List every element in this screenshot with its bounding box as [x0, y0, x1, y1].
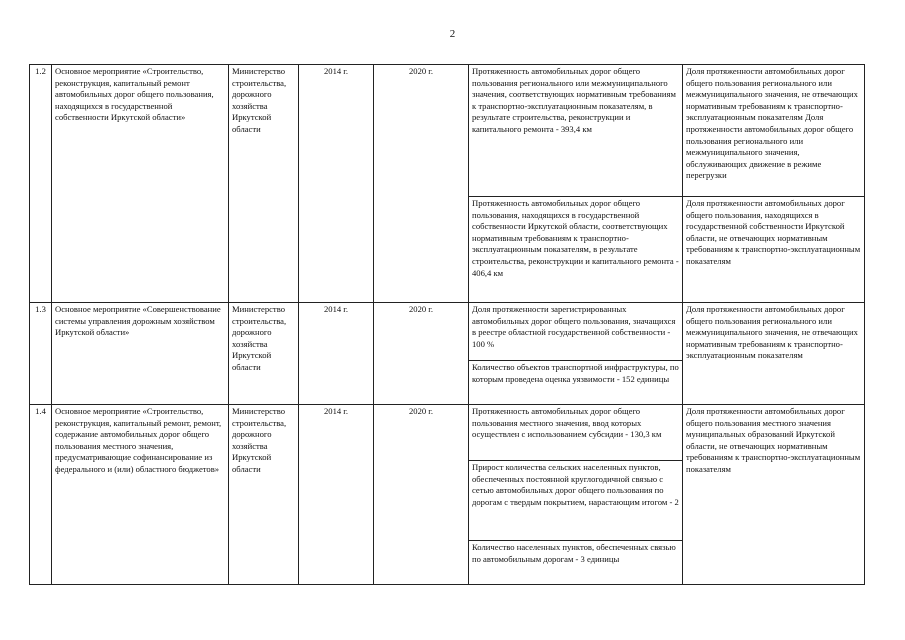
end-year: 2020 г.: [374, 303, 469, 405]
executor: Министерство строительства, дорожного хозяйства Иркутской области: [229, 65, 299, 303]
linked-indicator: Доля протяженности автомобильных дорог общего пользования регионального или межмуниципального значения, не отвечающих нормативным требованиям к транспортно-эксплуатационным показателям Доля протяженности автомобильных дорог общего пользования регионального или межмуниципального значения, обслуживающих движение в режиме перегрузки: [683, 65, 865, 197]
table-row: [30, 405, 865, 461]
executor: Министерство строительства, дорожного хозяйства Иркутской области: [229, 405, 299, 585]
row-number: 1.3: [30, 303, 52, 405]
start-year: 2014 г.: [299, 65, 374, 303]
indicator: Прирост количества сельских населенных пунктов, обеспеченных постоянной круглогодичной связью с сетью автомобильных дорог общего пользования по дорогам с твердым покрытием, нарастающим итогом - 2: [469, 461, 683, 541]
linked-indicator: Доля протяженности автомобильных дорог общего пользования местного значения муниципальных образований Иркутской области, не отвечающих нормативным требованиям к транспортно-эксплуатационным показателям: [683, 405, 865, 585]
indicator: Доля протяженности зарегистрированных автомобильных дорог общего пользования, значащихся в реестре областной государственной собственности - 100 %: [469, 303, 683, 361]
measure-name: Основное мероприятие «Совершенствование системы управления дорожным хозяйством Иркутской области»: [52, 303, 229, 405]
linked-indicator: Доля протяженности автомобильных дорог общего пользования, находящихся в государственной собственности Иркутской области, не отвечающих нормативным требованиям к транспортно-эксплуатационным показателям: [683, 197, 865, 303]
executor: Министерство строительства, дорожного хозяйства Иркутской области: [229, 303, 299, 405]
linked-indicator: Доля протяженности автомобильных дорог общего пользования регионального или межмуниципального значения, не отвечающих нормативным требованиям к транспортно-эксплуатационным показателям: [683, 303, 865, 405]
measures-table: [29, 64, 865, 585]
row-number: 1.4: [30, 405, 52, 585]
start-year: 2014 г.: [299, 303, 374, 405]
table-row: [30, 65, 865, 197]
row-number: 1.2: [30, 65, 52, 303]
indicator: Протяженность автомобильных дорог общего пользования регионального или межмуниципального значения, соответствующих нормативным требованиям к транспортно-эксплуатационным показателям, в результате строительства, реконструкции и капитального ремонта - 393,4 км: [469, 65, 683, 197]
indicator: Количество объектов транспортной инфраструктуры, по которым проведена оценка уязвимости - 152 единицы: [469, 361, 683, 405]
page-number: 2: [449, 28, 456, 40]
measure-name: Основное мероприятие «Строительство, реконструкция, капитальный ремонт автомобильных дорог общего пользования, находящихся в государственной собственности Иркутской области»: [52, 65, 229, 303]
end-year: 2020 г.: [374, 405, 469, 585]
measure-name: Основное мероприятие «Строительство, реконструкция, капитальный ремонт, ремонт, содержание автомобильных дорог общего пользования местного значения, предусматривающие софинансирование из федерального и (или) областного бюджетов»: [52, 405, 229, 585]
end-year: 2020 г.: [374, 65, 469, 303]
indicator: Протяженность автомобильных дорог общего пользования местного значения, ввод которых осуществлен с использованием субсидии - 130,3 км: [469, 405, 683, 461]
start-year: 2014 г.: [299, 405, 374, 585]
indicator: Количество населенных пунктов, обеспеченных связью по автомобильным дорогам - 3 единицы: [469, 541, 683, 585]
table-row: [30, 303, 865, 361]
indicator: Протяженность автомобильных дорог общего пользования, находящихся в государственной собственности Иркутской области, соответствующих нормативным требованиям к транспортно-эксплуатационным показателям, в результате строительства, реконструкции и капитального ремонта - 406,4 км: [469, 197, 683, 303]
